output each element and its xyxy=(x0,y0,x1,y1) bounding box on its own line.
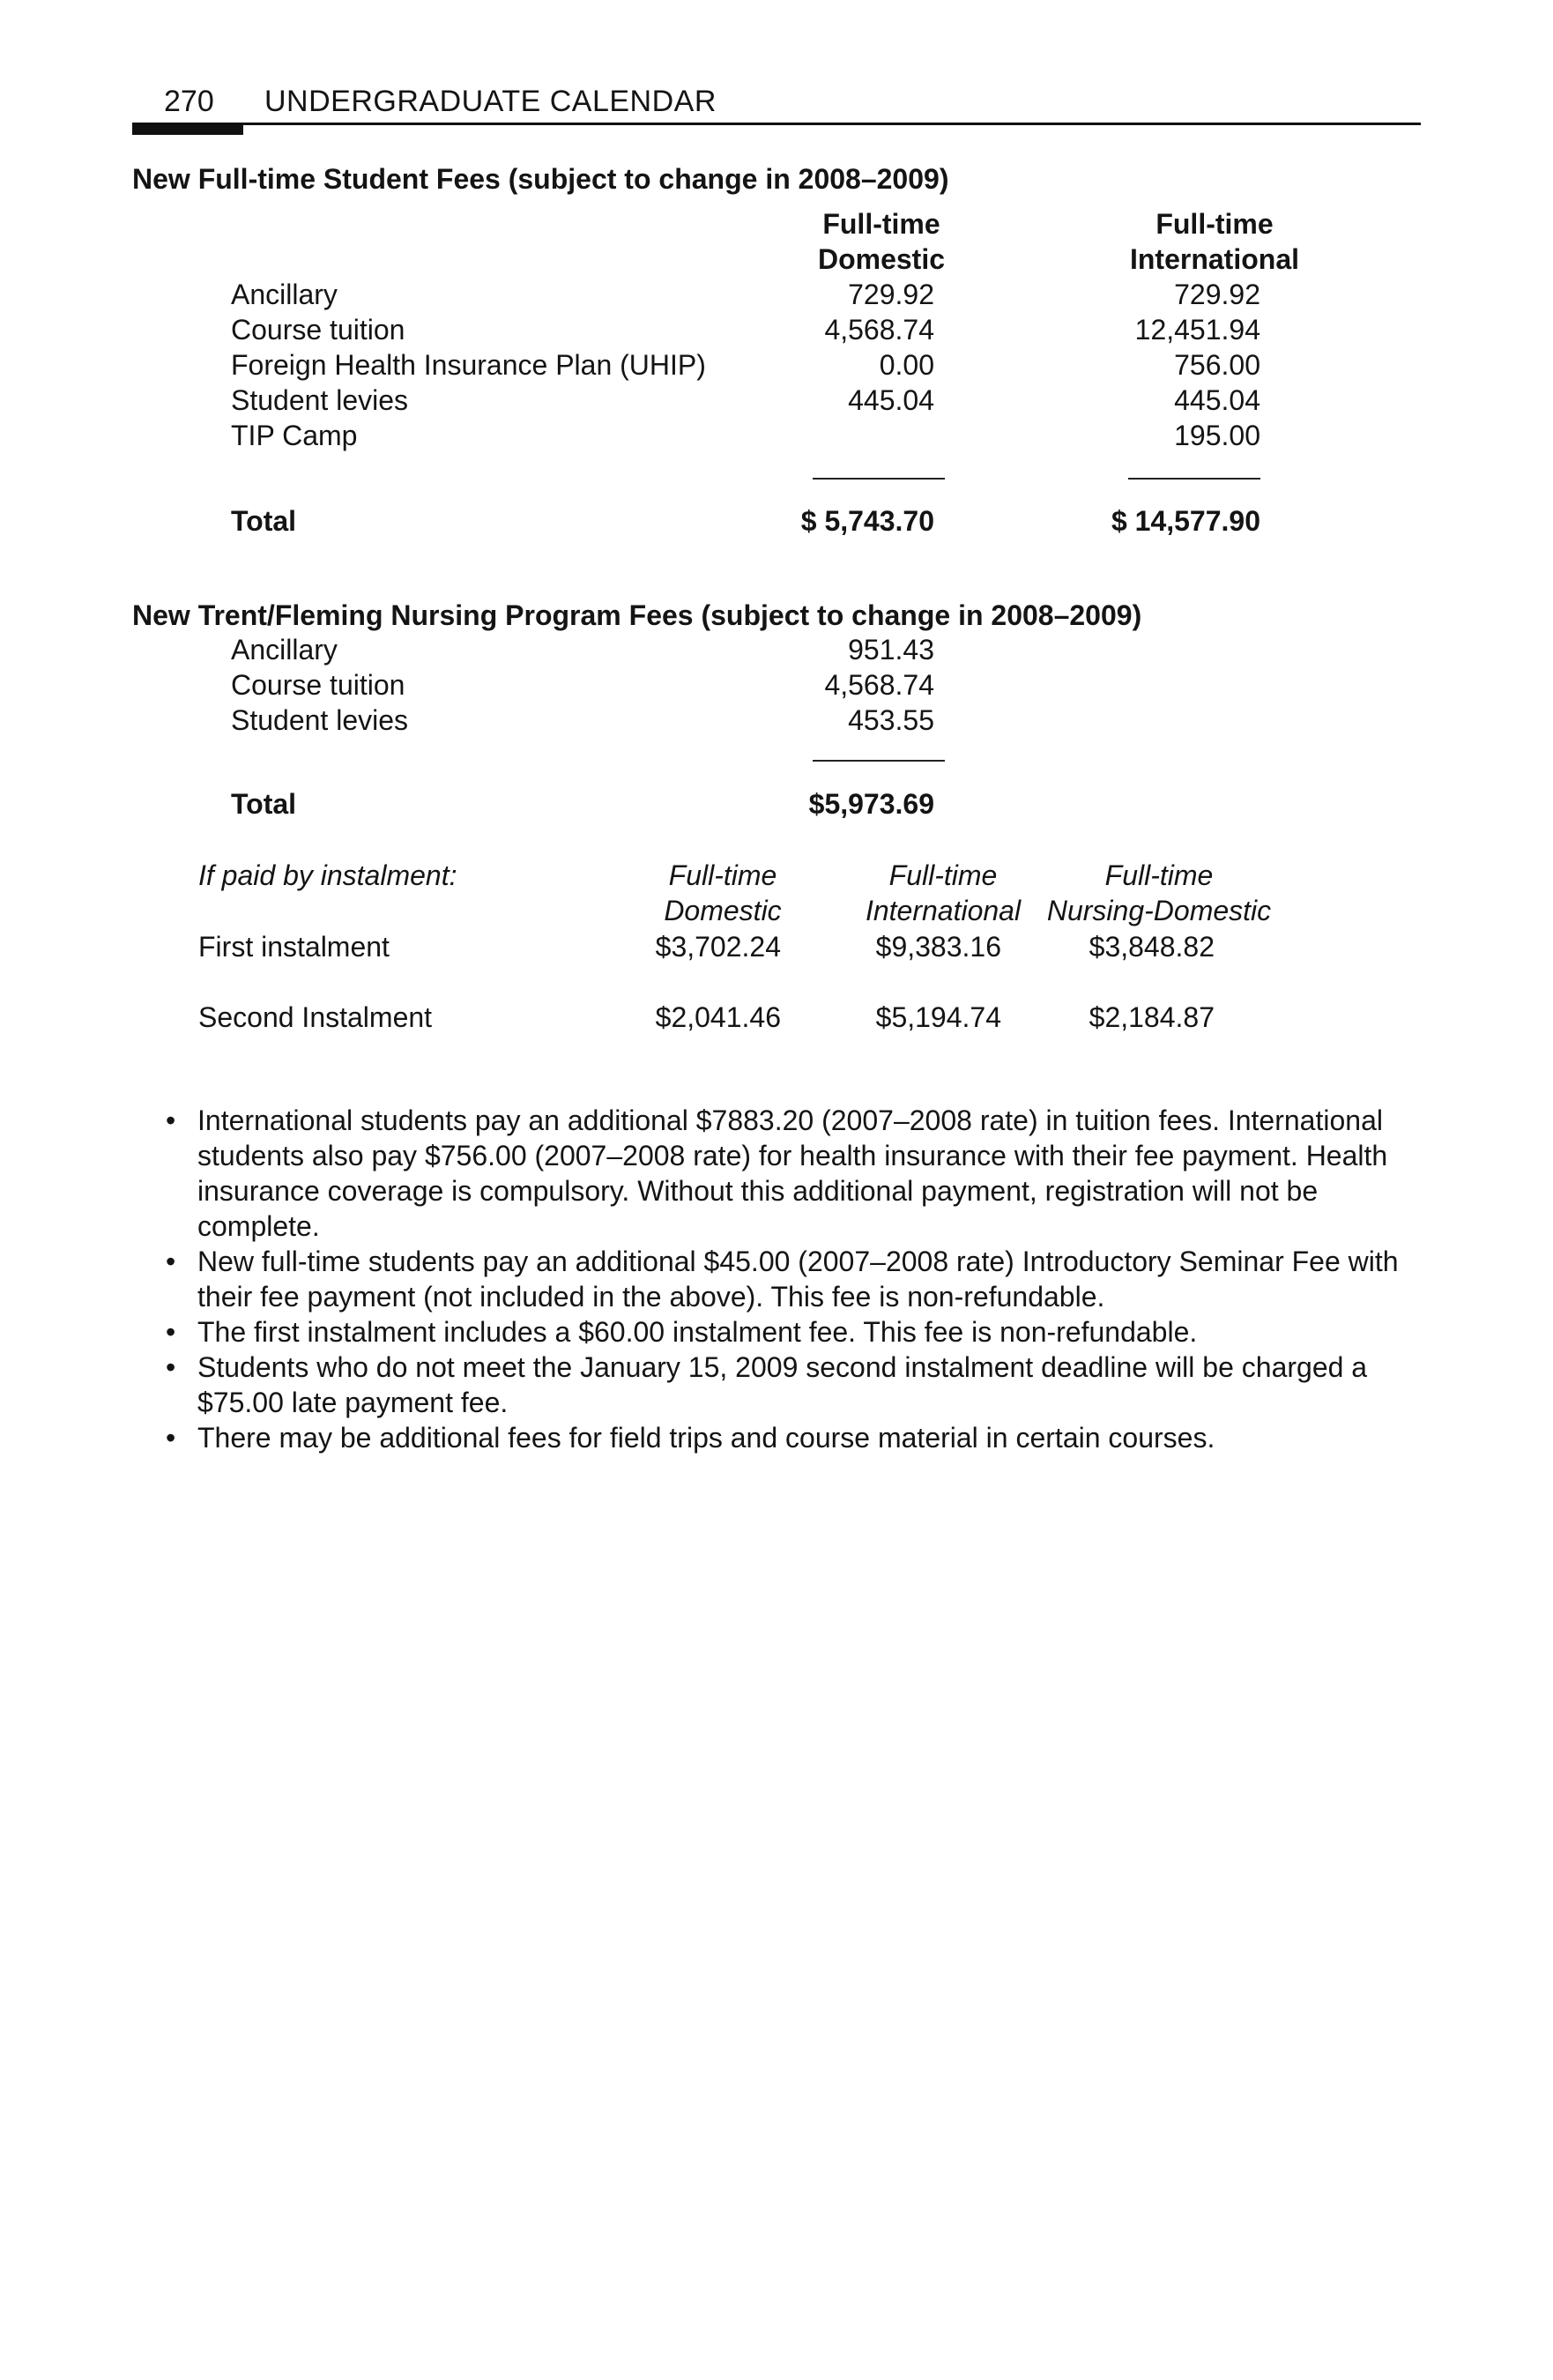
nursing-row-label: Course tuition xyxy=(231,669,405,701)
instalment-row-nursing: $3,848.82 xyxy=(1089,931,1215,963)
nursing-sum-rule xyxy=(813,760,945,762)
fulltime-col-international-line2: International xyxy=(1129,243,1299,275)
list-item xyxy=(166,1420,1435,1455)
fee-row-international: 756.00 xyxy=(1174,349,1260,381)
running-title: UNDERGRADUATE CALENDAR xyxy=(264,85,717,118)
fee-row-international: 445.04 xyxy=(1174,384,1260,416)
list-item xyxy=(166,1314,1435,1350)
list-item xyxy=(166,1103,1435,1244)
fee-row-international: 729.92 xyxy=(1174,279,1260,310)
page-number: 270 xyxy=(164,85,214,118)
instalment-col-international-line2: International xyxy=(865,895,1022,926)
bullet-icon: • xyxy=(166,1246,176,1277)
nursing-row-label: Ancillary xyxy=(231,634,338,666)
bullet-icon: • xyxy=(166,1351,176,1383)
instalment-heading: If paid by instalment: xyxy=(198,859,457,891)
bullet-icon: • xyxy=(166,1316,176,1348)
nursing-row-value: 951.43 xyxy=(848,634,934,666)
instalment-col-international-line1: Full-time xyxy=(888,859,998,891)
fee-row-domestic: 729.92 xyxy=(848,279,934,310)
fulltime-col-domestic-line1: Full-time xyxy=(822,208,940,240)
fulltime-total-domestic: $ 5,743.70 xyxy=(800,505,934,537)
instalment-row-label: Second Instalment xyxy=(198,1001,433,1033)
fee-row-label: Ancillary xyxy=(231,279,338,310)
fee-row-label: TIP Camp xyxy=(231,420,358,451)
nursing-fees-title: New Trent/Fleming Nursing Program Fees (subject to change in 2008–2009) xyxy=(132,599,1142,631)
fulltime-fees-title: New Full-time Student Fees (subject to change in 2008–2009) xyxy=(132,163,949,195)
fulltime-total-label: Total xyxy=(231,505,297,537)
list-item xyxy=(166,1244,1435,1314)
nursing-row-value: 4,568.74 xyxy=(824,669,934,701)
fulltime-col-domestic-line2: Domestic xyxy=(817,243,946,275)
fee-row-label: Foreign Health Insurance Plan (UHIP) xyxy=(231,349,706,381)
fee-row-domestic: 4,568.74 xyxy=(824,314,934,346)
instalment-col-domestic-line2: Domestic xyxy=(664,895,782,926)
fee-row-international: 12,451.94 xyxy=(1134,314,1260,346)
instalment-col-nursing-line1: Full-time xyxy=(1104,859,1214,891)
instalment-row-domestic: $3,702.24 xyxy=(655,931,781,963)
header-rule xyxy=(132,123,1421,125)
fee-row-domestic: 445.04 xyxy=(848,384,934,416)
fee-row-international: 195.00 xyxy=(1174,420,1260,451)
bullet-icon: • xyxy=(166,1104,176,1136)
note-text: Students who do not meet the January 15, 2009 second instalment deadline will be charged a $75.00 late payment fee. xyxy=(197,1351,1368,1418)
nursing-total-label: Total xyxy=(231,788,297,820)
instalment-row-international: $9,383.16 xyxy=(875,931,1001,963)
instalment-col-domestic-line1: Full-time xyxy=(668,859,777,891)
note-text: There may be additional fees for field trips and course material in certain courses. xyxy=(197,1422,1215,1454)
fulltime-col-international-line1: Full-time xyxy=(1155,208,1274,240)
fee-row-label: Student levies xyxy=(231,384,409,416)
fee-row-label: Course tuition xyxy=(231,314,405,346)
note-text: International students pay an additional $7883.20 (2007–2008 rate) in tuition fees. International students also pay $756.00 (2007–2008 rate) for health insurance with their fee payment. Health insurance coverage is compulsory. Without this additional payment, registration will not be complete. xyxy=(197,1104,1388,1242)
instalment-row-domestic: $2,041.46 xyxy=(655,1001,781,1033)
international-sum-rule xyxy=(1128,478,1260,480)
instalment-row-label: First instalment xyxy=(198,931,390,963)
header-accent-bar xyxy=(132,123,243,135)
note-text: New full-time students pay an additional $45.00 (2007–2008 rate) Introductory Seminar Fee with their fee payment (not included in the above). This fee is non-refundable. xyxy=(197,1246,1399,1313)
note-text: The first instalment includes a $60.00 instalment fee. This fee is non-refundable. xyxy=(197,1316,1198,1348)
instalment-row-nursing: $2,184.87 xyxy=(1089,1001,1215,1033)
bullet-icon: • xyxy=(166,1422,176,1454)
nursing-row-value: 453.55 xyxy=(848,704,934,736)
fulltime-total-international: $ 14,577.90 xyxy=(1111,505,1260,537)
list-item xyxy=(166,1350,1435,1420)
nursing-row-label: Student levies xyxy=(231,704,409,736)
nursing-total-value: $5,973.69 xyxy=(808,788,934,820)
fee-row-domestic: 0.00 xyxy=(879,349,934,381)
instalment-col-nursing-line2: Nursing-Domestic xyxy=(1046,895,1272,926)
instalment-row-international: $5,194.74 xyxy=(875,1001,1001,1033)
fee-notes-list xyxy=(166,1103,1435,1455)
domestic-sum-rule xyxy=(813,478,945,480)
